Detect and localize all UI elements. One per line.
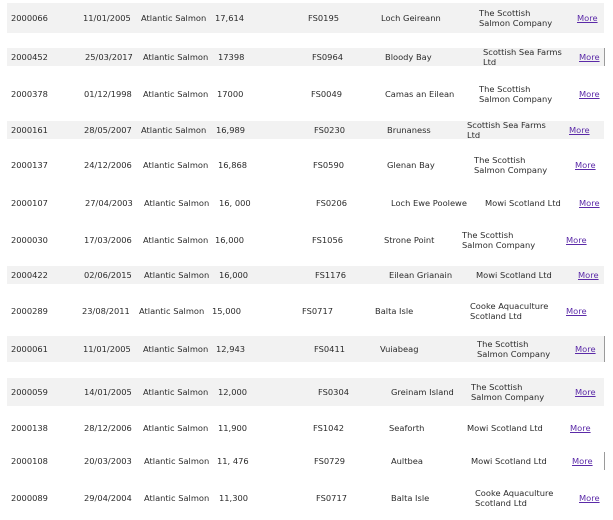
species-cell: Atlantic Salmon xyxy=(143,235,209,245)
site-name-cell: Brunaness xyxy=(387,125,431,135)
table-row xyxy=(7,72,604,116)
quantity-cell: 15,000 xyxy=(212,306,242,316)
record-id-cell: 2000137 xyxy=(11,160,48,170)
species-cell: Atlantic Salmon xyxy=(143,344,209,354)
quantity-cell: 12,943 xyxy=(216,344,246,354)
quantity-cell: 12,000 xyxy=(218,387,248,397)
more-link[interactable]: More xyxy=(566,235,587,245)
company-cell: The Scottish Salmon Company xyxy=(471,382,545,402)
date-cell: 01/12/1998 xyxy=(84,89,132,99)
record-id-cell: 2000161 xyxy=(11,125,48,135)
company-cell: Scottish Sea Farms Ltd xyxy=(483,47,562,67)
site-code-cell: FS1042 xyxy=(313,423,345,433)
date-cell: 25/03/2017 xyxy=(85,52,133,62)
more-link[interactable]: More xyxy=(575,387,596,397)
company-cell: The Scottish Salmon Company xyxy=(479,8,553,28)
company-cell: Mowi Scotland Ltd xyxy=(471,456,547,466)
more-link[interactable]: More xyxy=(569,125,590,135)
more-link[interactable]: More xyxy=(578,270,599,280)
site-code-cell: FS0195 xyxy=(308,13,340,23)
site-code-cell: FS1176 xyxy=(315,270,347,280)
more-link[interactable]: More xyxy=(579,89,600,99)
site-name-cell: Eilean Grianain xyxy=(389,270,453,280)
quantity-cell: 17,614 xyxy=(215,13,245,23)
table-row xyxy=(7,411,604,445)
table-row xyxy=(7,3,604,33)
species-cell: Atlantic Salmon xyxy=(144,456,210,466)
table-row xyxy=(7,478,604,518)
site-name-cell: Vuiabeag xyxy=(380,344,419,354)
site-code-cell: FS0964 xyxy=(312,52,344,62)
table-row xyxy=(7,220,604,260)
date-cell: 14/01/2005 xyxy=(84,387,132,397)
quantity-cell: 16,868 xyxy=(218,160,248,170)
species-cell: Atlantic Salmon xyxy=(139,306,205,316)
date-cell: 17/03/2006 xyxy=(84,235,132,245)
quantity-cell: 17398 xyxy=(218,52,245,62)
species-cell: Atlantic Salmon xyxy=(143,423,209,433)
record-id-cell: 2000452 xyxy=(11,52,48,62)
date-cell: 29/04/2004 xyxy=(84,493,132,503)
date-cell: 20/03/2003 xyxy=(84,456,132,466)
company-cell: The Scottish Salmon Company xyxy=(462,230,536,250)
table-row xyxy=(7,378,604,406)
date-cell: 11/01/2005 xyxy=(83,13,131,23)
more-link[interactable]: More xyxy=(579,52,600,62)
quantity-cell: 16, 000 xyxy=(219,198,251,208)
table-row xyxy=(7,289,604,333)
site-code-cell: FS0230 xyxy=(314,125,346,135)
more-link[interactable]: More xyxy=(579,493,600,503)
site-name-cell: Strone Point xyxy=(384,235,435,245)
record-id-cell: 2000059 xyxy=(11,387,48,397)
site-name-cell: Camas an Eilean xyxy=(385,89,455,99)
site-code-cell: FS0304 xyxy=(318,387,350,397)
record-id-cell: 2000378 xyxy=(11,89,48,99)
date-cell: 02/06/2015 xyxy=(84,270,132,280)
site-name-cell: Loch Ewe Poolewe xyxy=(391,198,467,208)
more-link[interactable]: More xyxy=(575,344,596,354)
quantity-cell: 16,989 xyxy=(216,125,246,135)
company-cell: The Scottish Salmon Company xyxy=(477,339,551,359)
table-row xyxy=(7,266,604,284)
record-id-cell: 2000108 xyxy=(11,456,48,466)
species-cell: Atlantic Salmon xyxy=(143,160,209,170)
more-link[interactable]: More xyxy=(572,456,593,466)
site-name-cell: Loch Geireann xyxy=(381,13,441,23)
company-cell: Scottish Sea Farms Ltd xyxy=(467,120,546,140)
company-cell: Cooke Aquaculture Scotland Ltd xyxy=(475,488,554,508)
record-id-cell: 2000030 xyxy=(11,235,48,245)
table-row xyxy=(7,336,605,362)
site-code-cell: FS0049 xyxy=(311,89,343,99)
quantity-cell: 17000 xyxy=(217,89,244,99)
species-cell: Atlantic Salmon xyxy=(144,270,210,280)
site-code-cell: FS1056 xyxy=(312,235,344,245)
species-cell: Atlantic Salmon xyxy=(144,198,210,208)
more-link[interactable]: More xyxy=(575,160,596,170)
table-row xyxy=(7,194,604,212)
company-cell: Cooke Aquaculture Scotland Ltd xyxy=(470,301,549,321)
date-cell: 28/12/2006 xyxy=(84,423,132,433)
record-id-cell: 2000107 xyxy=(11,198,48,208)
date-cell: 23/08/2011 xyxy=(82,306,130,316)
site-name-cell: Bloody Bay xyxy=(385,52,432,62)
table-row xyxy=(7,48,605,66)
company-cell: The Scottish Salmon Company xyxy=(474,155,548,175)
species-cell: Atlantic Salmon xyxy=(141,13,207,23)
site-code-cell: FS0206 xyxy=(316,198,348,208)
species-cell: Atlantic Salmon xyxy=(143,89,209,99)
table-row xyxy=(7,452,605,470)
date-cell: 28/05/2007 xyxy=(84,125,132,135)
company-cell: The Scottish Salmon Company xyxy=(479,84,553,104)
site-name-cell: Glenan Bay xyxy=(387,160,435,170)
table-row xyxy=(7,145,604,185)
site-code-cell: FS0590 xyxy=(313,160,345,170)
site-name-cell: Seaforth xyxy=(389,423,425,433)
site-name-cell: Aultbea xyxy=(391,456,423,466)
quantity-cell: 11, 476 xyxy=(217,456,249,466)
record-id-cell: 2000138 xyxy=(11,423,48,433)
record-id-cell: 2000061 xyxy=(11,344,48,354)
site-code-cell: FS0717 xyxy=(302,306,334,316)
species-cell: Atlantic Salmon xyxy=(141,125,207,135)
table-row xyxy=(7,121,604,139)
quantity-cell: 11,300 xyxy=(219,493,249,503)
record-id-cell: 2000289 xyxy=(11,306,48,316)
company-cell: Mowi Scotland Ltd xyxy=(485,198,561,208)
site-code-cell: FS0411 xyxy=(314,344,346,354)
quantity-cell: 16,000 xyxy=(215,235,245,245)
site-code-cell: FS0717 xyxy=(316,493,348,503)
company-cell: Mowi Scotland Ltd xyxy=(476,270,552,280)
site-code-cell: FS0729 xyxy=(314,456,346,466)
record-id-cell: 2000066 xyxy=(11,13,48,23)
quantity-cell: 11,900 xyxy=(218,423,248,433)
species-cell: Atlantic Salmon xyxy=(143,52,209,62)
date-cell: 11/01/2005 xyxy=(83,344,131,354)
more-link[interactable]: More xyxy=(566,306,587,316)
site-name-cell: Greinam Island xyxy=(391,387,454,397)
company-cell: Mowi Scotland Ltd xyxy=(467,423,543,433)
date-cell: 27/04/2003 xyxy=(85,198,133,208)
more-link[interactable]: More xyxy=(579,198,600,208)
species-cell: Atlantic Salmon xyxy=(143,387,209,397)
date-cell: 24/12/2006 xyxy=(84,160,132,170)
species-cell: Atlantic Salmon xyxy=(144,493,210,503)
site-name-cell: Balta Isle xyxy=(391,493,430,503)
more-link[interactable]: More xyxy=(577,13,598,23)
site-name-cell: Balta Isle xyxy=(375,306,414,316)
record-id-cell: 2000422 xyxy=(11,270,48,280)
record-id-cell: 2000089 xyxy=(11,493,48,503)
more-link[interactable]: More xyxy=(570,423,591,433)
quantity-cell: 16,000 xyxy=(219,270,249,280)
